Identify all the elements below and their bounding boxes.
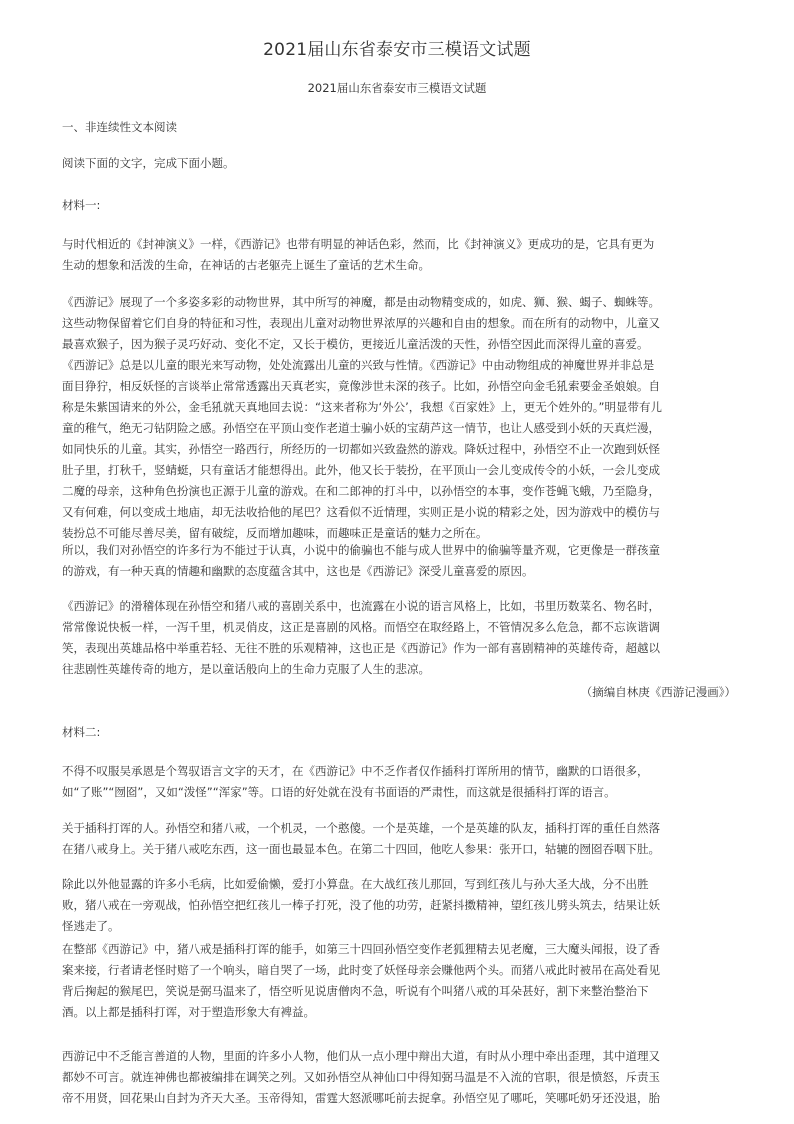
paragraph-line: 除此以外他显露的许多小毛病，比如爱偷懒，爱打小算盘。在大战红孩儿那回，写到红孩儿与孙大圣大战，分不出胜 bbox=[62, 877, 649, 891]
paragraph-line: 又有何难，何以变成土地庙，却无法收拾他的尾巴？这看似不近情理，实则正是小说的精彩之处，因为游戏中的模仿与 bbox=[62, 505, 660, 519]
paragraph-line: 常常像说快板一样，一泻千里，机灵俏皮，这正是喜剧的风格。而悟空在取经路上，不管情况多么危急，都不忘诙谐调 bbox=[62, 620, 660, 634]
paragraph-line: 最喜欢猴子，因为猴子灵巧好动、变化不定，又长于模仿，更接近儿童活泼的天性，孙悟空因此而深得儿童的喜爱。 bbox=[62, 337, 649, 351]
material-one-paragraph-2 bbox=[62, 292, 736, 355]
document-subtitle: 2021届山东省泰安市三模语文试题 bbox=[307, 81, 487, 95]
paragraph-line: 装扮总不可能尽善尽美，留有破绽，反而增加趣味，而趣味正是童话的魅力之所在。 bbox=[62, 526, 488, 540]
paragraph-line: 西游记中不乏能言善道的人物，里面的许多小人物，他们从一点小理中辩出大道，有时从小理中牵出歪理，其中道理又 bbox=[62, 1049, 660, 1063]
material-two-paragraph-1 bbox=[62, 761, 736, 803]
material-two-paragraph-2 bbox=[62, 818, 736, 860]
paragraph-line: 生动的想象和活泼的生命，在神话的古老躯壳上诞生了童话的艺术生命。 bbox=[62, 258, 430, 272]
paragraph-line: 这些动物保留着它们自身的特征和习性，表现出儿童对动物世界浓厚的兴趣和自由的想象。而在所有的动物中，儿童又 bbox=[62, 316, 660, 330]
paragraph-line: 关于插科打诨的人。孙悟空和猪八戒，一个机灵，一个憨傻。一个是英雄，一个是英雄的队友，插科打诨的重任自然落 bbox=[62, 821, 660, 835]
material-two-label: 材料二: bbox=[62, 725, 101, 739]
material-one-paragraph-5 bbox=[62, 596, 736, 680]
material-two-paragraph-3 bbox=[62, 874, 736, 937]
material-two-paragraph-5 bbox=[62, 1046, 736, 1109]
paragraph-line: 笑，表现出英雄品格中举重若轻、无往不胜的乐观精神，这也正是《西游记》作为一部有喜剧精神的英雄传奇，超越以 bbox=[62, 641, 660, 655]
paragraph-line: 酒。以上都是插科打诨，对于塑造形象大有裨益。 bbox=[62, 1005, 315, 1019]
paragraph-line: 在整部《西游记》中，猪八戒是插科打诨的能手，如第三十四回孙悟空变作老狐狸精去见老魔，三大魔头闻报，设了香 bbox=[62, 942, 660, 956]
paragraph-line: 都妙不可言。就连神佛也都被编排在调笑之列。又如孙悟空从神仙口中得知弼马温是不入流的官职，很是愤怒，斥责玉 bbox=[62, 1070, 660, 1084]
paragraph-line: 往悲剧性英雄传奇的地方，是以童话般向上的生命力克服了人生的悲凉。 bbox=[62, 662, 430, 676]
paragraph-line: 怪逃走了。 bbox=[62, 919, 120, 933]
paragraph-line: 《西游记》的滑稽体现在孙悟空和猪八戒的喜剧关系中，也流露在小说的语言风格上，比如，书里历数菜名、物名时， bbox=[62, 599, 660, 613]
paragraph-line: 所以，我们对孙悟空的许多行为不能过于认真，小说中的偷骗也不能与成人世界中的偷骗等量齐观，它更像是一群孩童 bbox=[62, 543, 660, 557]
paragraph-line: 不得不叹服吴承恩是个驾驭语言文字的天才，在《西游记》中不乏作者仅作插科打诨所用的情节，幽默的口语很多， bbox=[62, 764, 649, 778]
material-one-source: （摘编自林庚《西游记漫画》） bbox=[580, 685, 736, 699]
section-heading: 一、非连续性文本阅读 bbox=[62, 120, 177, 134]
paragraph-line: 称是朱紫国请来的外公，金毛犼就天真地回去说：“这来者称为‘外公’，我想《百家姓》上，更无个姓外的。”明显带有儿 bbox=[62, 400, 662, 414]
instruction-text: 阅读下面的文字，完成下面小题。 bbox=[62, 156, 235, 170]
paragraph-line: 与时代相近的《封神演义》一样，《西游记》也带有明显的神话色彩，然而，比《封神演义》更成功的是，它具有更为 bbox=[62, 237, 655, 251]
paragraph-line: 败，猪八戒在一旁观战，怕孙悟空把红孩儿一棒子打死，没了他的功劳，赶紧抖擞精神，望红孩儿劈头筑去，结果让妖 bbox=[62, 898, 660, 912]
material-one-paragraph-3 bbox=[62, 355, 736, 544]
paragraph-line: 的游戏，有一种天真的情趣和幽默的态度蕴含其中，这也是《西游记》深受儿童喜爱的原因。 bbox=[62, 564, 534, 578]
paragraph-line: 《西游记》总是以儿童的眼光来写动物，处处流露出儿童的兴致与性情。《西游记》中由动物组成的神魔世界并非总是 bbox=[62, 358, 655, 372]
material-two-paragraph-4 bbox=[62, 939, 736, 1023]
document-title: 2021届山东省泰安市三模语文试题 bbox=[263, 40, 531, 60]
paragraph-line: 童的稚气，绝无刁钻阴险之感。孙悟空在平顶山变作老道士骗小妖的宝葫芦这一情节，也让人感受到小妖的天真烂漫， bbox=[62, 421, 660, 435]
material-one-label: 材料一: bbox=[62, 198, 101, 212]
paragraph-line: 二魔的母亲，这种角色扮演也正源于儿童的游戏。在和二郎神的打斗中，以孙悟空的本事，变作苍蝇飞蛾，乃至隐身， bbox=[62, 484, 660, 498]
material-one-paragraph-1 bbox=[62, 234, 736, 276]
paragraph-line: 肚子里，打秋千，竖蜻蜓，只有童话才能想得出。此外，他又长于装扮，在平顶山一会儿变成传令的小妖，一会儿变成 bbox=[62, 463, 660, 477]
paragraph-line: 帝不用贤，回花果山自封为齐天大圣。玉帝得知，雷霆大怒派哪吒前去捉拿。孙悟空见了哪吒，笑哪吒奶牙还没退，胎 bbox=[62, 1091, 660, 1105]
paragraph-line: 如“了账”“囫囵”，又如“泼怪”“浑家”等。口语的好处就在没有书面语的严肃性，而这就是很插科打诨的语言。 bbox=[62, 785, 616, 799]
paragraph-line: 面目狰狞，相反妖怪的言谈举止常常透露出天真老实，竟像涉世未深的孩子。比如，孙悟空向金毛犼索要金圣娘娘。自 bbox=[62, 379, 660, 393]
paragraph-line: 在猪八戒身上。关于猪八戒吃东西，这一面也最显本色。在第二十四回，他吃人参果：张开口，轱辘的囫囵吞咽下肚。 bbox=[62, 842, 660, 856]
material-one-paragraph-4 bbox=[62, 540, 736, 582]
paragraph-line: 《西游记》展现了一个多姿多彩的动物世界，其中所写的神魔，都是由动物精变成的，如虎、狮、猴、蝎子、蜘蛛等。 bbox=[62, 295, 660, 309]
paragraph-line: 背后掬起的猴尾巴，笑说是弼马温来了，悟空听见说唐僧肉不急，听说有个叫猪八戒的耳朵甚好，割下来整治整治下 bbox=[62, 984, 649, 998]
paragraph-line: 案来接，行者请老怪时赔了一个响头，暗自哭了一场，此时变了妖怪母亲会赚他两个头。而猪八戒此时被吊在高处看见 bbox=[62, 963, 660, 977]
paragraph-line: 如同快乐的儿童。其实，孙悟空一路西行，所经历的一切都如兴致盎然的游戏。降妖过程中，孙悟空不止一次跑到妖怪 bbox=[62, 442, 660, 456]
